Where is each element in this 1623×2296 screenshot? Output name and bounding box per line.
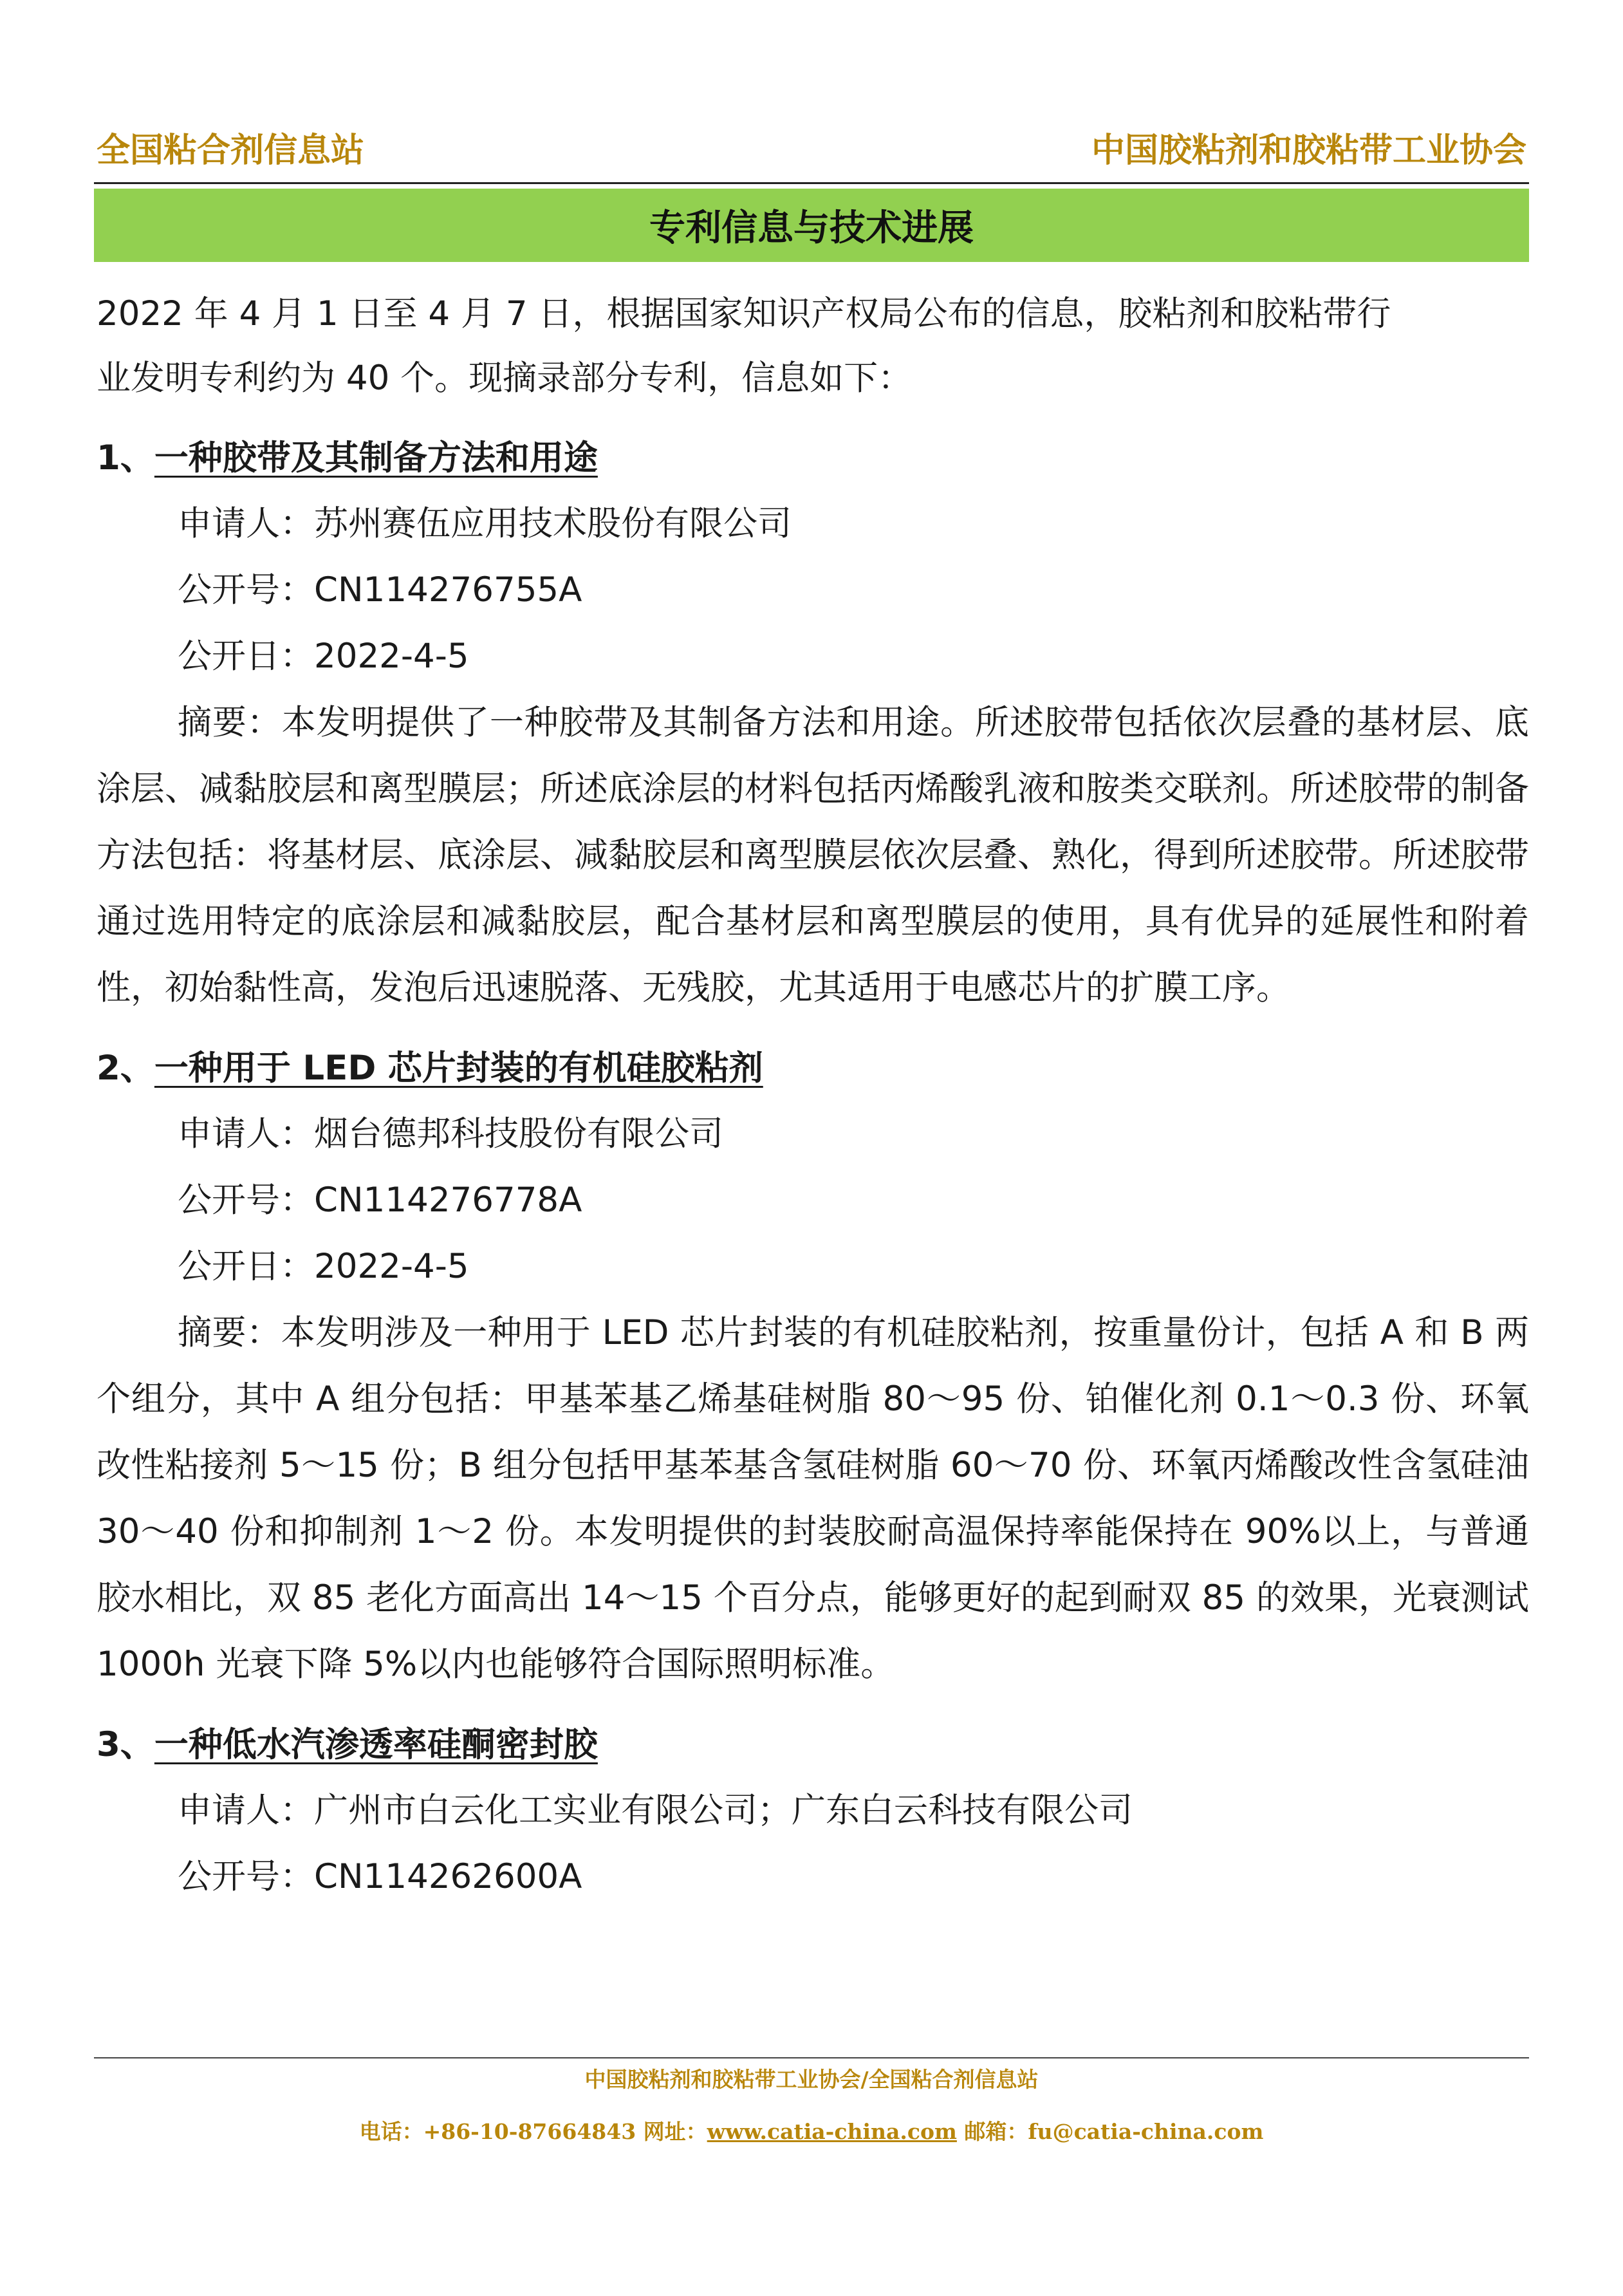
footer-phone: 电话：+86-10-87664843 网址： (359, 2119, 707, 2144)
patent-publication-number: 公开号：CN114276778A (178, 1181, 582, 1220)
intro-line-1: 2022 年 4 月 1 日至 4 月 7 日，根据国家知识产权局公布的信息，胶粘剂和胶粘带行 (97, 294, 1391, 333)
footer-website-link[interactable]: www.catia-china.com (707, 2119, 957, 2144)
patent-title (97, 426, 1529, 490)
patent-publication-date: 公开日：2022-4-5 (178, 1247, 469, 1286)
patent-number: 1、 (97, 438, 154, 478)
intro-line-2: 业发明专利约为 40 个。现摘录部分专利，信息如下： (97, 359, 913, 398)
header-divider (94, 182, 1529, 184)
page-header (97, 115, 1526, 170)
patent-abstract: 摘要：本发明涉及一种用于 LED 芯片封装的有机硅胶粘剂，按重量份计，包括 A 和 B 两个组分，其中 A 组分包括：甲基苯基乙烯基硅树脂 80～95 份、铂催化剂 0.1～0.3 份、环氧改性粘接剂 5～15 份；B 组分包括甲基苯基含氢硅树脂 60～70 份、环氧丙烯酸改性含氢硅油 30～40 份和抑制剂 1～2 份。本发明提供的封装胶耐高温保持率能保持在 90%以上，与普通胶水相比，双 85 老化方面高出 14～15 个百分点，能够更好的起到耐双 85 的效果，光衰测试 1000h 光衰下降 5%以内也能够符合国际照明标准。 (97, 1313, 1529, 1684)
patent-applicant: 申请人：烟台德邦科技股份有限公司 (178, 1114, 723, 1153)
patent-item-1 (97, 426, 1529, 1021)
footer-divider (94, 2057, 1529, 2058)
patent-title (97, 1713, 1529, 1777)
patent-applicant: 申请人：苏州赛伍应用技术股份有限公司 (178, 504, 792, 543)
patent-title-text: 一种胶带及其制备方法和用途 (154, 438, 598, 478)
header-right-title: 中国胶粘剂和胶粘带工业协会 (1091, 131, 1526, 170)
intro-paragraph (97, 282, 1529, 411)
patent-title (97, 1036, 1529, 1101)
patent-item-2 (97, 1036, 1529, 1697)
patent-number: 2、 (97, 1049, 154, 1088)
footer-contact (0, 2116, 1623, 2148)
patent-publication-number: 公开号：CN114262600A (178, 1857, 582, 1896)
patent-publication-date: 公开日：2022-4-5 (178, 637, 469, 676)
patent-applicant: 申请人：广州市白云化工实业有限公司；广东白云科技有限公司 (178, 1791, 1133, 1830)
section-banner-title: 专利信息与技术进展 (649, 207, 974, 249)
patent-number: 3、 (97, 1725, 154, 1764)
header-left-title: 全国粘合剂信息站 (97, 131, 365, 170)
section-banner (94, 189, 1529, 262)
patent-title-text: 一种低水汽渗透率硅酮密封胶 (154, 1725, 598, 1764)
main-content (97, 282, 1529, 1910)
patent-abstract: 摘要：本发明提供了一种胶带及其制备方法和用途。所述胶带包括依次层叠的基材层、底涂层、减黏胶层和离型膜层；所述底涂层的材料包括丙烯酸乳液和胺类交联剂。所述胶带的制备方法包括：将基材层、底涂层、减黏胶层和离型膜层依次层叠、熟化，得到所述胶带。所述胶带通过选用特定的底涂层和减黏胶层，配合基材层和离型膜层的使用，具有优异的延展性和附着性，初始黏性高，发泡后迅速脱落、无残胶，尤其适用于电感芯片的扩膜工序。 (97, 703, 1529, 1007)
patent-publication-number: 公开号：CN114276755A (178, 570, 582, 610)
patent-item-3 (97, 1713, 1529, 1910)
patent-title-text: 一种用于 LED 芯片封装的有机硅胶粘剂 (154, 1049, 763, 1088)
footer-email: 邮箱：fu@catia-china.com (956, 2119, 1264, 2144)
footer-organization: 中国胶粘剂和胶粘带工业协会/全国粘合剂信息站 (584, 2067, 1039, 2092)
